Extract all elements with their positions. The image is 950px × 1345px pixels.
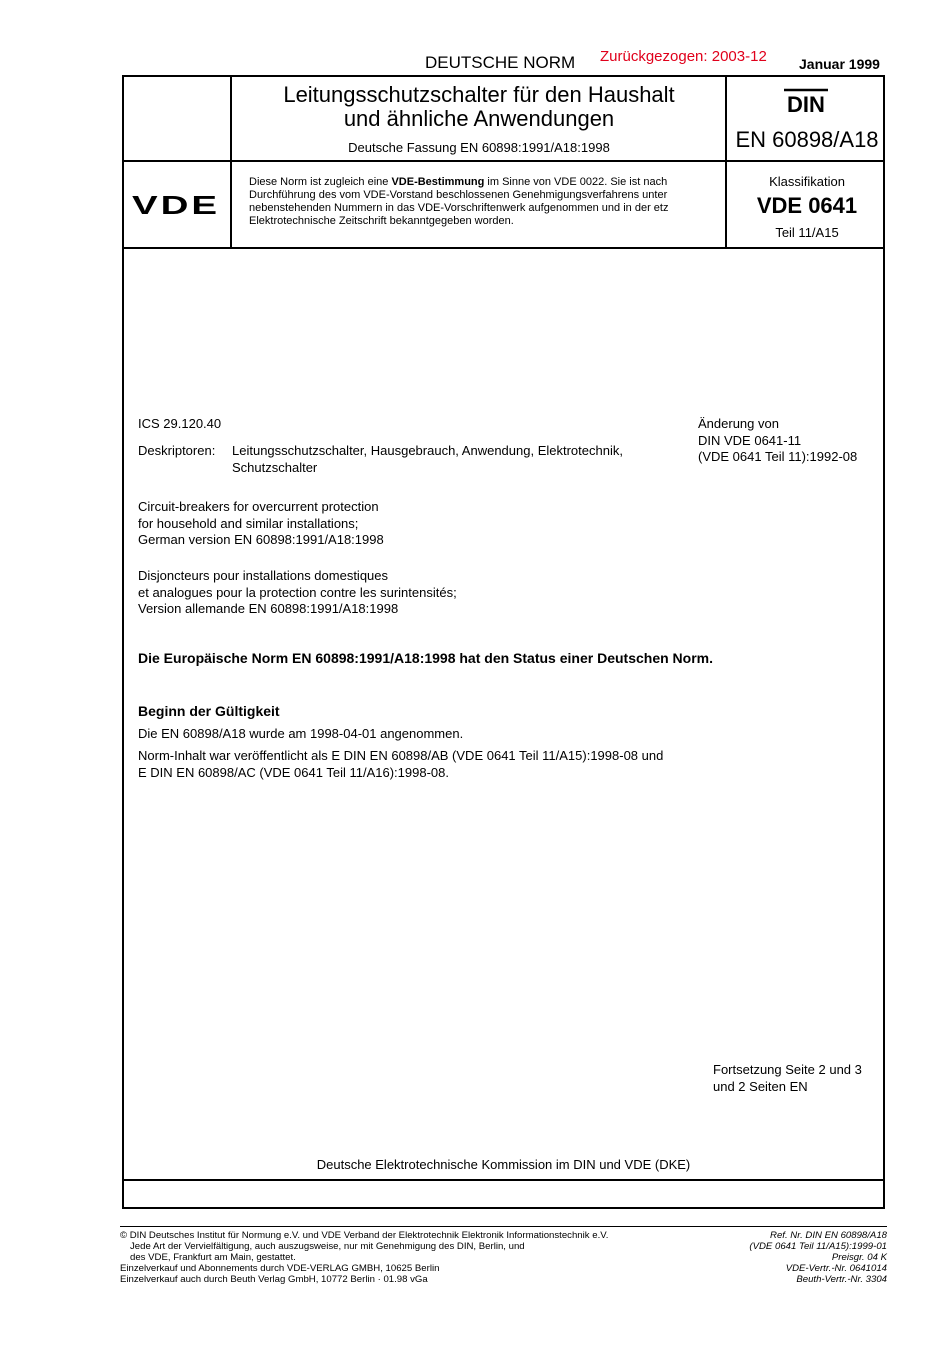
document-subtitle: Deutsche Fassung EN 60898:1991/A18:1998 xyxy=(348,140,610,155)
footer-rule xyxy=(120,1226,887,1227)
validity-paragraph-2 xyxy=(138,748,738,781)
continuation-line-1: Fortsetzung Seite 2 und 3 xyxy=(713,1062,862,1077)
french-title-line-2: et analogues pour la protection contre les surintensités; xyxy=(138,584,457,600)
classification-part: Teil 11/A15 xyxy=(775,225,839,240)
vde-note xyxy=(249,176,719,228)
french-title xyxy=(138,568,738,618)
vde-note-pre: Diese Norm ist zugleich eine xyxy=(249,176,392,188)
dke-divider xyxy=(122,1179,885,1181)
vde-note-post: im Sinne von VDE 0022. Sie ist nach Durchführung des vom VDE-Vorstand beschlossenen Genehmigungsverfahrens unter nebenstehenden Nummern in das VDE-Vorschriftenwerk aufgenommen und in der etz Elektrotechnische Zeitschrift bekanntgegeben worden. xyxy=(249,176,669,227)
document-title xyxy=(232,83,726,131)
ics-code: ICS 29.120.40 xyxy=(138,416,222,431)
publication-date: Januar 1999 xyxy=(799,56,880,72)
continuation-line-2: und 2 Seiten EN xyxy=(713,1078,808,1094)
validity-paragraph-1: Die EN 60898/A18 wurde am 1998-04-01 angenommen. xyxy=(138,726,464,741)
vde-logo xyxy=(132,193,222,217)
continuation-note xyxy=(713,1062,883,1095)
english-title-line-3: German version EN 60898:1991/A18:1998 xyxy=(138,532,384,547)
amendment-line-3: (VDE 0641 Teil 11):1992-08 xyxy=(698,449,858,464)
footer-right-line-4: VDE-Vertr.-Nr. 0641014 xyxy=(785,1263,887,1274)
english-title-line-2: for household and similar installations; xyxy=(138,515,359,531)
footer-left-line-4: Einzelverkauf und Abonnements durch VDE-VERLAG GMBH, 10625 Berlin xyxy=(120,1263,440,1274)
english-title-line-1: Circuit-breakers for overcurrent protection xyxy=(138,499,379,514)
footer-left-line-3: des VDE, Frankfurt am Main, gestattet. xyxy=(130,1252,296,1263)
vde-logo-text: VDE xyxy=(132,193,220,217)
reference-footer xyxy=(680,1230,887,1285)
classification-label: Klassifikation xyxy=(769,174,845,189)
footer-right-line-3: Preisgr. 04 K xyxy=(831,1252,887,1263)
title-line-1: Leitungsschutzschalter für den Haushalt xyxy=(283,82,675,107)
vde-row-divider xyxy=(122,247,885,249)
copyright-footer xyxy=(120,1230,720,1285)
descriptors-text: Leitungsschutzschalter, Hausgebrauch, Anwendung, Elektrotechnik, Schutzschalter xyxy=(232,443,623,475)
amendment-line-2: DIN VDE 0641-11 xyxy=(698,432,802,448)
footer-left-line-5: Einzelverkauf auch durch Beuth Verlag GmbH, 10772 Berlin · 01.98 vGa xyxy=(120,1274,428,1285)
withdrawn-stamp: Zurückgezogen: 2003-12 xyxy=(600,48,767,65)
footer-right-line-2: (VDE 0641 Teil 11/A15):1999-01 xyxy=(749,1241,887,1252)
header-divider xyxy=(122,160,885,162)
din-logo-text: DIN xyxy=(787,92,825,116)
validity-p2-line-1: Norm-Inhalt war veröffentlicht als E DIN EN 60898/AB (VDE 0641 Teil 11/A15):1998-08 und xyxy=(138,748,664,763)
descriptors-label: Deskriptoren: xyxy=(138,443,216,458)
classification-code: VDE 0641 xyxy=(756,193,858,218)
amendment-line-1: Änderung von xyxy=(698,416,779,431)
norm-label: DEUTSCHE NORM xyxy=(425,53,576,72)
french-title-line-3: Version allemande EN 60898:1991/A18:1998 xyxy=(138,601,399,616)
en-number: EN 60898/A18 xyxy=(735,127,879,152)
footer-right-line-5: Beuth-Vertr.-Nr. 3304 xyxy=(796,1274,887,1285)
title-line-2: und ähnliche Anwendungen xyxy=(343,106,615,131)
validity-p2-line-2: E DIN EN 60898/AC (VDE 0641 Teil 11/A16):1998-08. xyxy=(138,764,449,780)
status-statement: Die Europäische Norm EN 60898:1991/A18:1998 hat den Status einer Deutschen Norm. xyxy=(138,650,713,666)
vde-note-bold: VDE-Bestimmung xyxy=(391,176,485,188)
page-frame xyxy=(122,75,885,1209)
footer-left-line-1: © DIN Deutsches Institut für Normung e.V. und VDE Verband der Elektrotechnik Elektronik Informationstechnik e.V. xyxy=(120,1230,609,1241)
french-title-line-1: Disjoncteurs pour installations domestiques xyxy=(138,568,389,583)
footer-right-line-1: Ref. Nr. DIN EN 60898/A18 xyxy=(770,1230,887,1241)
din-logo xyxy=(783,88,829,116)
english-title xyxy=(138,499,738,549)
amendment-of xyxy=(698,416,883,466)
dke-committee: Deutsche Elektrotechnische Kommission im DIN und VDE (DKE) xyxy=(316,1157,691,1172)
validity-heading: Beginn der Gültigkeit xyxy=(138,703,280,719)
footer-left-line-2: Jede Art der Vervielfältigung, auch auszugsweise, nur mit Genehmigung des DIN, Berlin, und xyxy=(130,1241,525,1252)
